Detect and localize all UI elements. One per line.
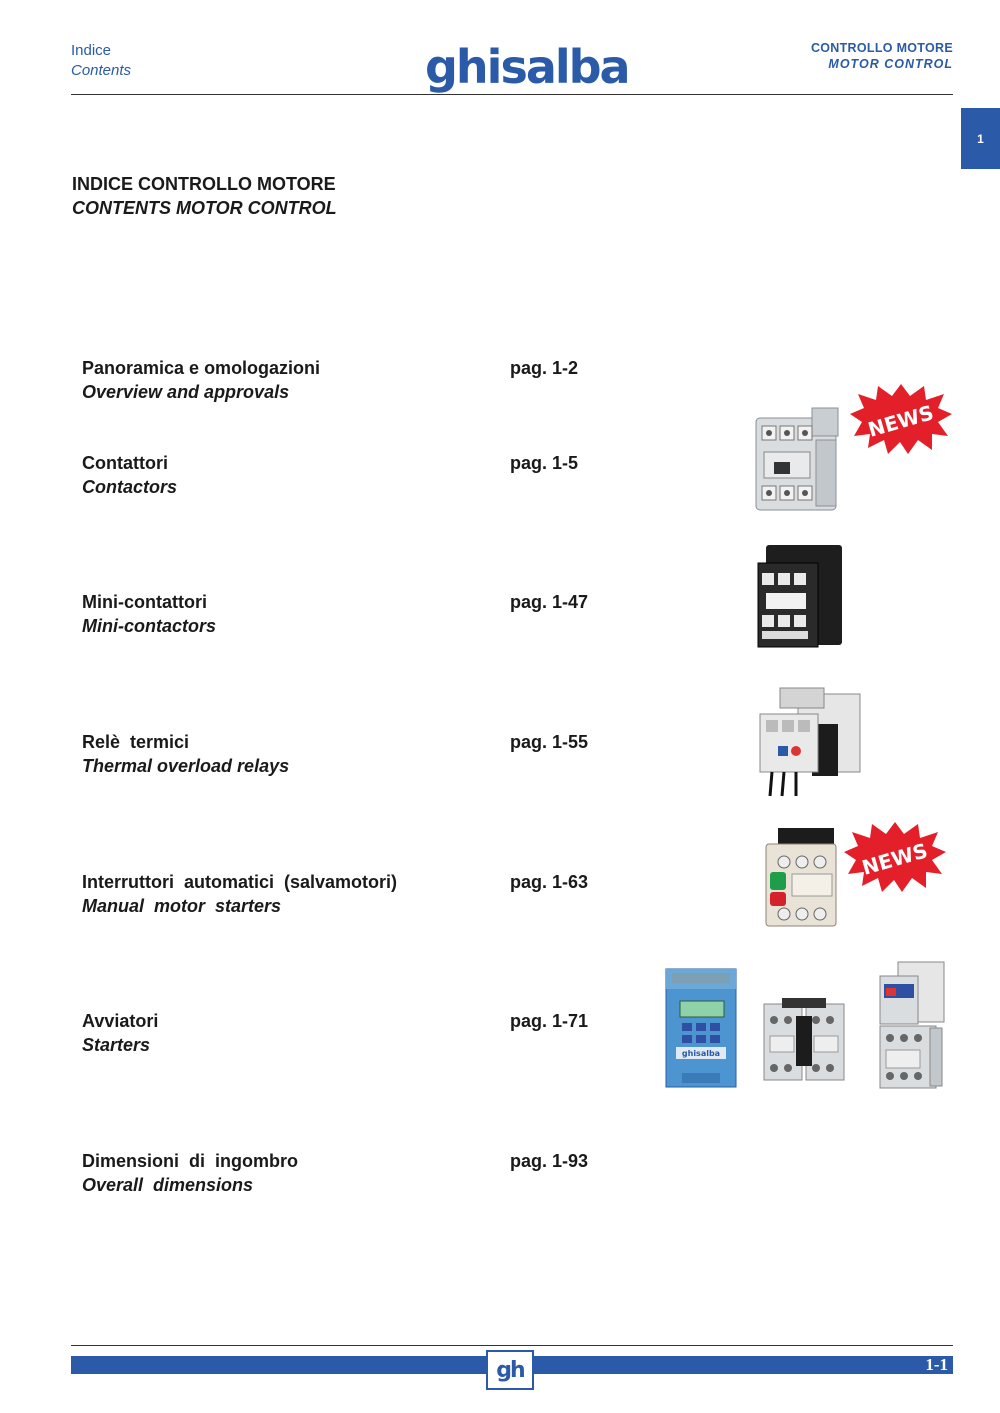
news-badge-label: NEWS xyxy=(859,838,931,880)
toc-entry-contactors[interactable] xyxy=(82,451,177,499)
page-title-en: CONTENTS MOTOR CONTROL xyxy=(72,198,337,218)
toc-entry-dimensions[interactable] xyxy=(82,1149,298,1197)
toc-page-overview[interactable]: pag. 1-2 xyxy=(510,358,579,378)
page-number: 1-1 xyxy=(925,1355,948,1374)
header-chapter-label xyxy=(811,40,953,72)
page-title-it: INDICE CONTROLLO MOTORE xyxy=(72,174,336,194)
toc-page-dimensions[interactable]: pag. 1-93 xyxy=(510,1151,589,1171)
toc-entry-en: Mini-contactors xyxy=(82,616,217,636)
toc-entry-mini-contactors[interactable] xyxy=(82,590,216,638)
toc-entry-it: Interruttori automatici (salvamotori) xyxy=(82,872,398,892)
toc-page-mini-contactors[interactable]: pag. 1-47 xyxy=(510,592,589,612)
footer-rule xyxy=(71,1345,953,1346)
news-badge-label: NEWS xyxy=(865,400,937,442)
thermal-relay-image xyxy=(752,684,864,800)
toc-entry-it: Dimensioni di ingombro xyxy=(82,1151,298,1171)
toc-entry-motor-starters[interactable] xyxy=(82,870,397,918)
toc-page-thermal-relays[interactable]: pag. 1-55 xyxy=(510,732,589,752)
toc-entry-en: Manual motor starters xyxy=(82,896,282,916)
toc-entry-it: Mini-contattori xyxy=(82,592,207,612)
reversing-contactor-image xyxy=(762,996,846,1084)
toc-entry-en: Overview and approvals xyxy=(82,382,290,402)
footer-logo: gh xyxy=(486,1350,534,1390)
brand-logo: ghisalba xyxy=(425,40,629,94)
soft-starter-image xyxy=(662,965,740,1091)
soft-starter-label: ghisalba xyxy=(681,1049,721,1058)
news-badge xyxy=(842,820,948,894)
toc-entry-overview[interactable] xyxy=(82,356,320,404)
header-right-it: CONTROLLO MOTORE xyxy=(810,41,953,55)
toc-entry-it: Avviatori xyxy=(82,1011,159,1031)
header-section-label xyxy=(71,41,131,81)
section-tab[interactable]: 1 xyxy=(961,108,1000,169)
header-left-en: Contents xyxy=(71,62,132,79)
toc-entry-en: Starters xyxy=(82,1035,151,1055)
toc-page-motor-starters[interactable]: pag. 1-63 xyxy=(510,872,589,892)
contactor-image xyxy=(752,404,844,516)
header-left-it: Indice xyxy=(71,42,112,59)
toc-page-contactors[interactable]: pag. 1-5 xyxy=(510,453,579,473)
toc-entry-thermal-relays[interactable] xyxy=(82,730,289,778)
toc-entry-starters[interactable] xyxy=(82,1009,158,1057)
toc-page-starters[interactable]: pag. 1-71 xyxy=(510,1011,589,1031)
toc-entry-en: Overall dimensions xyxy=(82,1175,254,1195)
toc-entry-it: Relè termici xyxy=(82,732,190,752)
header-rule xyxy=(71,94,953,95)
toc-entry-en: Contactors xyxy=(82,477,178,497)
toc-entry-en: Thermal overload relays xyxy=(82,756,290,776)
motor-starter-image xyxy=(764,826,838,930)
header-right-en: MOTOR CONTROL xyxy=(828,57,953,71)
combination-starter-image xyxy=(874,958,948,1092)
mini-contactor-image xyxy=(756,543,844,649)
news-badge xyxy=(848,382,954,456)
toc-entry-it: Contattori xyxy=(82,453,168,473)
page-title xyxy=(72,172,337,220)
toc-entry-it: Panoramica e omologazioni xyxy=(82,358,321,378)
